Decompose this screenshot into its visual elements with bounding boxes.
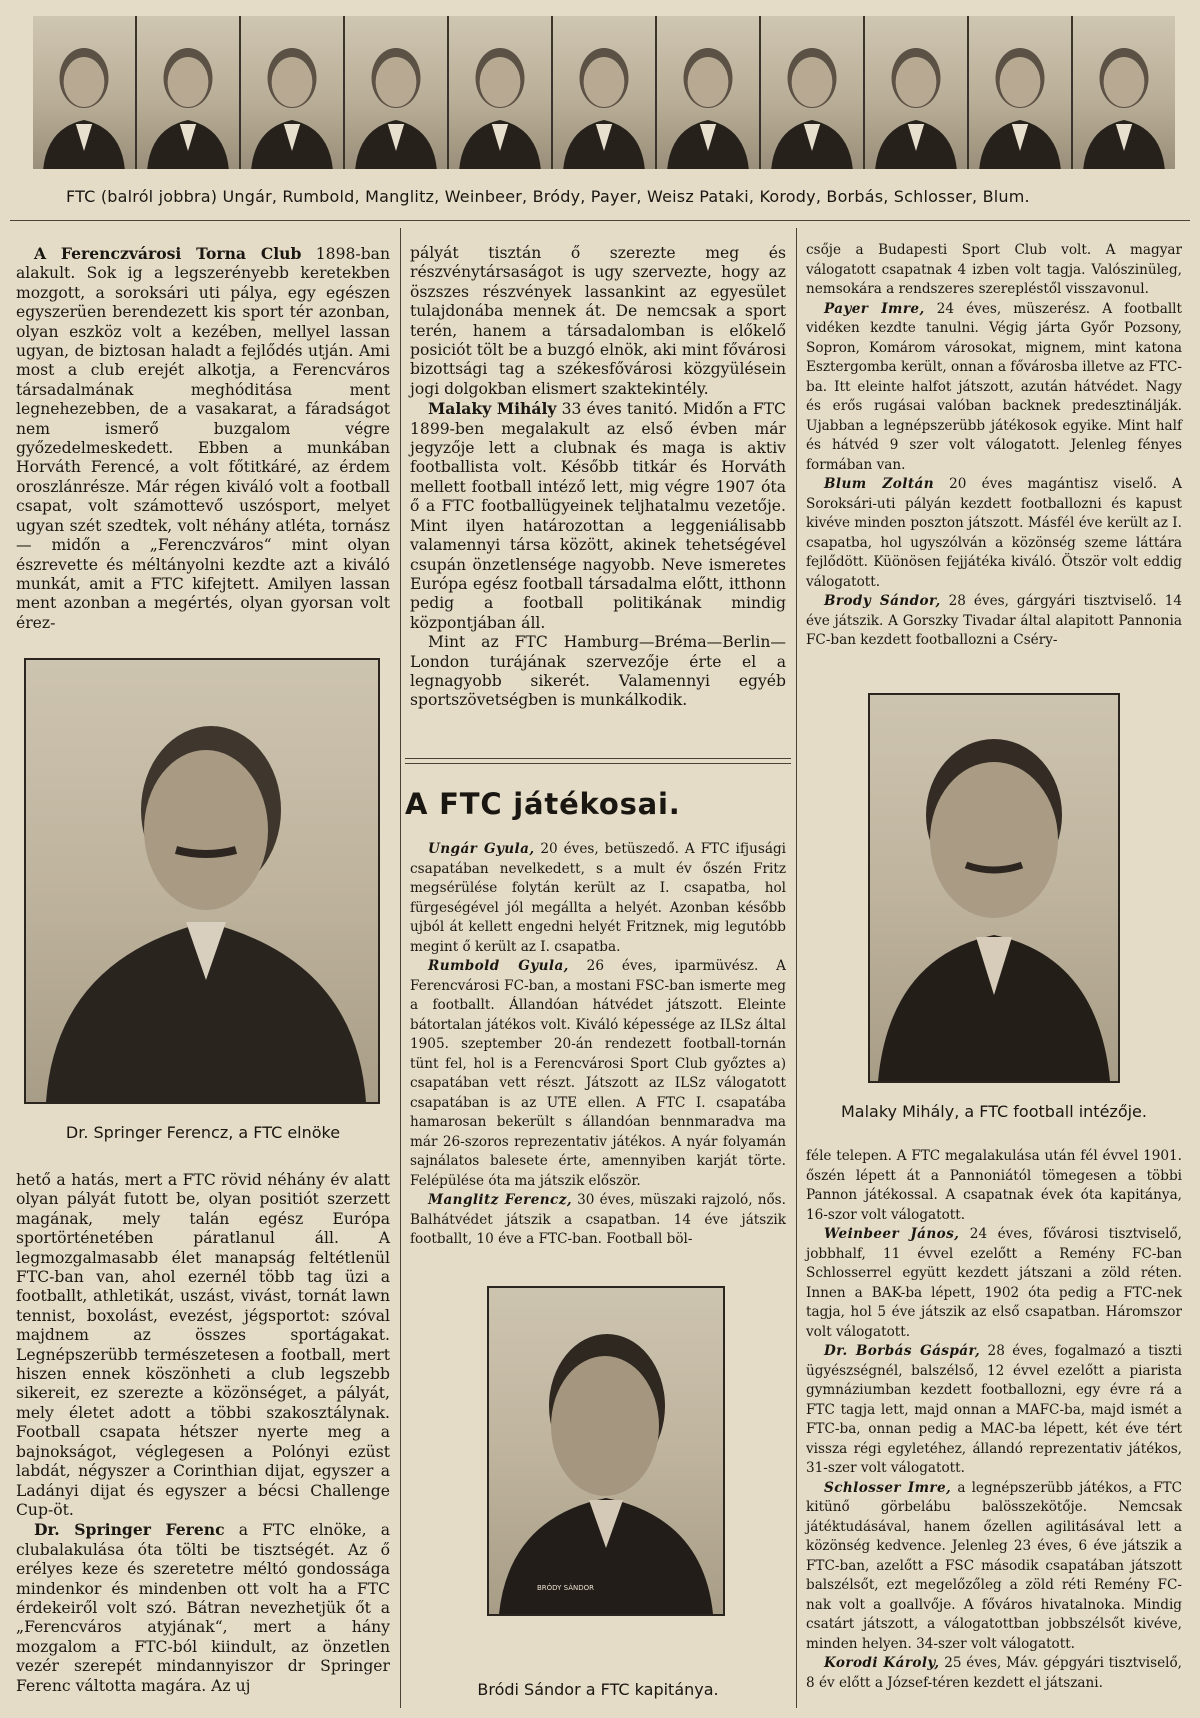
club-success-paragraph: hető a hatás, mert a FTC rövid néhány év alatt olyan pályát futott be, olyan positiót szerzett magának, mely talán egész Európa sportörténetében páratlanul áll. A legmozgalmasabb élet manapság feltétlenül FTC-ban van, ahol ezernél több tag üzi a footballt, athletikát, uszást, vivást, tornát lawn tennist, boxolást, evezést, jégsportot: szóval majdnem az összes sportágakat. Legnépszerübb természetesen a football, mert hiszen ennek köszönheti a club legszebb sikereit, ez szerezte a közönséget, a pályát, mely életet adott a többi szakosztálynak. Football csapata hétszer nyerte meg a bajnokságot, véglegesen a Polónyi ezüst labdát, négyszer a Corinthian dijat, egyszer a Ladányi dijat és egyszer a bécsi Challenge Cup-öt. <box>16 1171 390 1519</box>
portrait-ungar <box>33 16 135 169</box>
portrait-payer <box>553 16 655 169</box>
portrait-brody <box>449 16 551 169</box>
column-1-bottom <box>16 1171 390 1696</box>
player-borbas: Dr. Borbás Gáspár, 28 éves, fogalmazó a tiszti ügyészségnél, balszélső, 12 évvel ezelőtt a piarista gymnáziumban kezdett footballozni, egy évre rá a FTC tagja lett, majd onnan a MAFC-ba, majd ismét a FTC-ba, onnan pedig a MAC-ba lépett, két éve tért vissza régi egyletéhez, állandó reprezentativ játékos, 31-szer volt válogatott. <box>806 1343 1182 1476</box>
springer-paragraph-continued: pályát tisztán ő szerezte meg és részvénytársaságot is ugy szervezte, hogy az öszszes részvények lassankint az egyesület tulajdonába mennek át. De nemcsak a sport terén, hanem a társadalomban is előkelő posiciót tölt be a buzgó elnök, aki mint fővárosi bizottsági tag a székesfővárosi közgyülésein jogi dolgokban elismert szaktekintély. <box>410 244 786 398</box>
portrait-korody <box>761 16 863 169</box>
portrait-weisz-pataki <box>657 16 759 169</box>
springer-paragraph: Dr. Springer Ferenc a FTC elnöke, a clubalakulása óta tölti be tisztségét. Az ő erélyes keze és szeretetre méltó gondossága mindenkor és mindenben ott volt ha a FTC érdekeiről volt szó. Bátran nevezhetjük őt a „Ferencváros atyjának“, mert a hány mozgalom a FTC-ból kiindult, az önzetlen vezér szerepét mindannyiszor dr Springer Ferenc váltotta magára. Az uj <box>16 1520 390 1695</box>
player-rumbold: Rumbold Gyula, 26 éves, iparmüvész. A Ferencvárosi FC-ban, a mostani FSC-ban ismerte meg a footballt. Állandóan hátvédet játszott. Eleinte bátortalan játékos volt. Kiváló képessége az ILSz által 1905. szeptember 20-án rendezett football-tornán tünt fel, hol is a Ferencvárosi Sport Club győztes a) csapatában vett részt. Játszott az ILSz válogatott csapatában is az UTE ellen. A FTC I. csapatába hamarosan bekerült s állandóan bennmaradva ma már 26-szoros reprezentativ játékos. A nyár folyamán sajnálatos balesete érte, amennyiben karját törte. Felépülése óta ma játszik először. <box>410 958 786 1189</box>
players-headline: A FTC játékosai. <box>405 787 681 821</box>
springer-name-lead: Dr. Springer Ferenc <box>34 1520 225 1540</box>
player-schlosser: Schlosser Imre, a legnépszerübb játékos, a FTC kitünő görbelábu balösszekötője. Nemcsak játéktudásával, hanem őzellen agilitásával lett a közönség kedvence. Jelenleg 23 éves, 6 éve játszik a FTC-ban, azelőtt a FSC második csapatában játszott balszélsőt, ezt megelőzőleg a zöld réti Remény FC-nak volt a goallvője. A főváros hivatalnoka. Mindig csatárt játszott, a válogatottban jobbszélsőt kivéve, minden helyen. 34-szer volt válogatott. <box>806 1479 1182 1652</box>
portrait-weinbeer <box>345 16 447 169</box>
top-rule <box>10 220 1190 221</box>
player-korodi: Korodi Károly, 25 éves, Máv. gépgyári tisztviselő, 8 év előtt a József-téren kezdett el játszani. <box>806 1655 1182 1691</box>
malaky-paragraph: Malaky Mihály 33 éves tanitó. Midőn a FTC 1899-ben megalakult az első évben már jegyzője lett a clubnak és maga is aktiv footballista volt. Később titkár és Horváth mellett football intéző lett, mig végre 1907 óta ő a FTC footballügyeinek teljhatalmu vezetője. Mint ilyen határozottan a leggeniálisabb valamennyi társa között, akinek tehetségével csupán önzetlensége nagyobb. Neve ismeretes Európa egész football társadalma előtt, itthonn pedig a football politikának mindig központjában áll. <box>410 399 786 632</box>
column-3-bottom <box>806 1147 1182 1693</box>
section-rule-double <box>405 763 791 764</box>
brody-photo-caption: Bródi Sándor a FTC kapitánya. <box>477 1680 719 1699</box>
column-rule-2 <box>796 228 797 1708</box>
club-history-paragraph: A Ferenczvárosi Torna Club 1898-ban alakult. Sok ig a legszerényebb keretekben mozgott, a soroksári uti pálya, egy egészen egyszerüen berendezett kis sport tér azonban, olyan eszköz volt a kezében, mellyel lassan ugyan, de biztosan haladt a fejlődés utján. Ami most a club erejét alkotja, a Ferencváros társadalmának meghóditása ment legnehezebben, de a vasakarat, a fáradságot nem ismerő buzgalom végre győzedelmeskedett. Ebben a munkában Horváth Ferencé, a volt főtitkáré, az érdem oroszlánrésze. Már régen kiváló volt a football csapat, volt számottevő uszósport, melyet ugyan szét szedtek, volt néhány atléta, tornász — midőn a „Ferenczváros“ mint olyan észrevette és méltányolni kezdte azt a kiváló munkát, amit a FTC kifejtett. Amilyen lassan ment azonban a megértés, olyan gyorsan volt érez- <box>16 244 391 632</box>
portrait-blum <box>1073 16 1175 169</box>
player-payer: Payer Imre, 24 éves, müszerész. A footballt vidéken kezdte tanulni. Végig járta Győr Pozsony, Sopron, Komárom városokat, mignem, mint katona Esztergomba került, onnan a fővárosba illetve az FTC-ba. Itt eleinte halfot játszott, azután hátvédet. Nagy és erős rugásai valóban backnek predesztinálják. Ujabban a legnépszerübb játékosok egyike. Mint half és hátvéd 9 szer volt válogatott. Jelenleg fényes formában van. <box>806 300 1182 473</box>
strip-caption: FTC (balról jobbra) Ungár, Rumbold, Manglitz, Weinbeer, Bródy, Payer, Weisz Pataki, Korody, Borbás, Schlosser, Blum. <box>66 187 1030 206</box>
column-1-top <box>16 244 390 633</box>
springer-portrait-photo <box>24 658 380 1104</box>
portrait-manglitz <box>241 16 343 169</box>
malaky-tour-paragraph: Mint az FTC Hamburg—Bréma—Berlin—London turájának szervezője érte el a legnagyobb sikerét. Valamennyi egyéb sportszövetségben is munkálkodik. <box>410 633 786 710</box>
brody-portrait-photo <box>487 1286 725 1616</box>
player-blum: Blum Zoltán 20 éves magántisz viselő. A Soroksári-uti pályán kezdett footballozni és kapust kivéve minden poszton játszott. Másfél éve került az I. csapatba, hol ugyszólván a közönség szeme láttára fejlődött. Küönösen fejjátéka kiváló. Ötször volt eddig válogatott. <box>806 476 1183 590</box>
brody-photo-label: BRÓDY SÁNDOR <box>537 1584 595 1592</box>
portrait-rumbold <box>137 16 239 169</box>
malaky-photo-caption: Malaky Mihály, a FTC football intézője. <box>841 1102 1147 1121</box>
column-2-top <box>410 244 786 711</box>
team-portrait-strip <box>33 16 1175 169</box>
column-3-top <box>806 241 1182 651</box>
player-ungar: Ungár Gyula, 20 éves, betüszedő. A FTC ifjusági csapatában nevelkedett, s a mult év őszén Fritz megsérülése folytán került az I. csapatba, hol fürgeségével jól megállta a helyét. Azonban később ujból át kellett engedni helyét Fritznek, mig legutóbb megint ő került az I. csapatba. <box>410 841 787 955</box>
column-rule-1 <box>400 228 401 1708</box>
player-weinbeer: Weinbeer János, 24 éves, fővárosi tisztviselő, jobbhalf, 11 évvel ezelőtt a Remény FC-ban Schlosserrel együtt kezdett játszani a zöld réten. Innen a BAK-ba lépett, 1902 óta pedig a FTC-nek tagja, hol 5 éve játszik az első csapatban. Háromszor volt válogatott. <box>806 1226 1182 1340</box>
portrait-borbas <box>865 16 967 169</box>
springer-photo-caption: Dr. Springer Ferencz, a FTC elnöke <box>65 1123 341 1142</box>
section-rule <box>405 758 791 759</box>
manglitz-continued: csője a Budapesti Sport Club volt. A magyar válogatott csapatnak 4 izben volt tagja. Valószinüleg, nemsokára a rendszeres szerepléstől visszavonul. <box>806 242 1182 297</box>
malaky-portrait-photo <box>868 693 1120 1083</box>
malaky-name-lead: Malaky Mihály <box>428 399 557 419</box>
player-brody: Brody Sándor, 28 éves, gárgyári tisztviselő. 14 éve játszik. A Gorszky Tivadar által alapitott Pannonia FC-ban kezdett footballozni a Cséry- <box>806 593 1182 648</box>
player-manglitz: Manglitz Ferencz, 30 éves, müszaki rajzoló, nős. Balhátvédet játszik a csapatban. 14 éve játszik footballt, 10 éve a FTC-ban. Football böl- <box>410 1192 786 1247</box>
brody-continued: féle telepen. A FTC megalakulása után fél évvel 1901. őszén lépett át a Pannoniától tömegesen a többi Pannon játékossal. A csapatnak évek óta kapitánya, 16-szor volt válogatott. <box>806 1148 1182 1223</box>
column-2-players <box>410 840 786 1250</box>
portrait-schlosser <box>969 16 1071 169</box>
club-name-lead: A Ferenczvárosi Torna Club <box>34 244 302 263</box>
